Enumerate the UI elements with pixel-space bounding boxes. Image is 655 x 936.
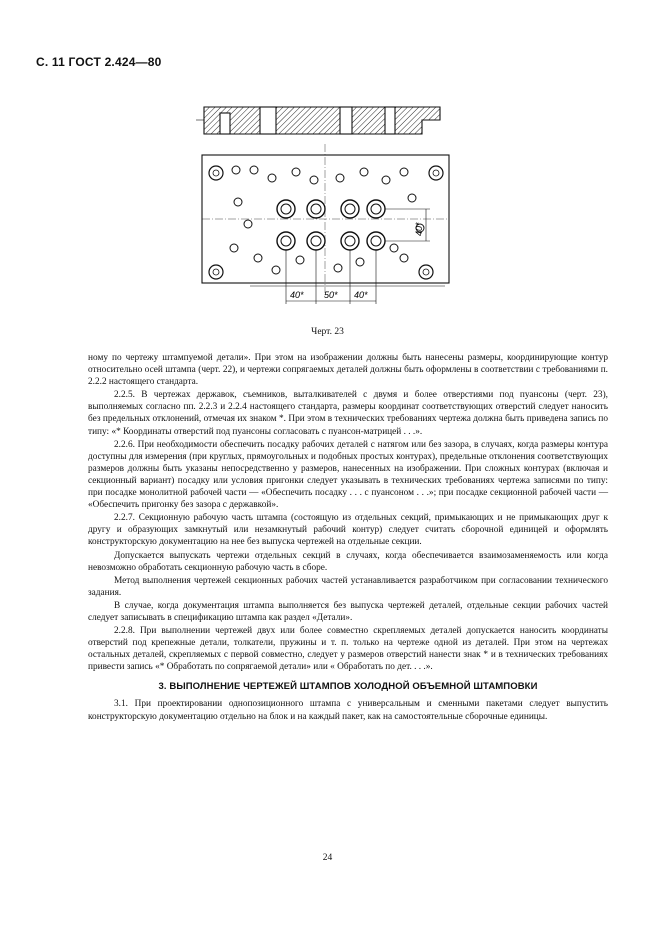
- dimension-label-right: 40*: [354, 290, 368, 300]
- section-view: [196, 107, 440, 134]
- paragraph: 2.2.8. При выполнении чертежей двух или более совместно скрепляемых деталей допускается наносить координаты отверстий под крепежные детали, толкатели, пружины и т. п. только на чертеже одной из деталей. При этом на чертежах остальных деталей, скрепляемых с первой совместно, следует у размеров отверстий нанести знак * и в технических требованиях привести запись «* Обработать по сопрягаемой детали» или « Обработать по дет. . . .».: [88, 626, 608, 673]
- dimension-label-middle: 50*: [324, 290, 338, 300]
- figure-caption: Черт. 23: [311, 327, 344, 337]
- dimension-label-vertical: 40*: [414, 222, 424, 236]
- body-text: [88, 352, 608, 724]
- page-header: С. 11 ГОСТ 2.424—80: [36, 55, 162, 69]
- section-heading: 3. ВЫПОЛНЕНИЕ ЧЕРТЕЖЕЙ ШТАМПОВ ХОЛОДНОЙ ОБЪЕМНОЙ ШТАМПОВКИ: [158, 681, 538, 693]
- plan-view: [202, 144, 449, 293]
- paragraph: Метод выполнения чертежей секционных рабочих частей устанавливается разработчиком при согласовании технического задания.: [88, 575, 608, 598]
- paragraph: 3.1. При проектировании однопозиционного штампа с универсальным и сменными пакетами следует выпустить конструкторскую документацию отдельно на блок и на каждый пакет, как на самостоятельные сборочные единицы.: [88, 699, 608, 722]
- paragraph: 2.2.7. Секционную рабочую часть штампа (состоящую из отдельных секций, примыкающих и не примыкающих друг к другу и образующих замкнутый или незамкнутый рабочий контур) следует считать сборочной единицей и оформлять конструкторскую документацию на нее без выпуска чертежей на отдельные секции.: [88, 513, 608, 548]
- paragraph: 2.2.5. В чертежах державок, съемников, выталкивателей с двумя и более отверстиями под пуансоны (черт. 23), выполняемых согласно пп. 2.2.3 и 2.2.4 настоящего стандарта, размеры координат соответствующих отверстий следует наносить без предельных отклонений, отмечая их знаком *. При этом в технических требованиях чертежа должна быть приведена запись по типу: «* Координаты отверстий под пуансоны согласовать с пуансон-матрицей . . .».: [88, 390, 608, 437]
- dimension-label-left: 40*: [290, 290, 304, 300]
- paragraph: ному по чертежу штампуемой детали». При этом на изображении должны быть нанесены размеры, координирующие контур относительно осей штампа (черт. 22), и чертежи сопрягаемых деталей должны быть оформлены в соответствии с требованиями п. 2.2.2 настоящего стандарта.: [88, 353, 608, 388]
- page-number: 24: [322, 853, 333, 863]
- paragraph: В случае, когда документация штампа выполняется без выпуска чертежей деталей, отдельные секции рабочих частей следует записывать в спецификацию штампа как раздел «Детали».: [88, 600, 608, 623]
- technical-drawing: [190, 98, 450, 320]
- drawing-figure: [190, 98, 450, 325]
- holes: [209, 166, 443, 279]
- paragraph: Допускается выпускать чертежи отдельных секций в случаях, когда обеспечивается взаимозаменяемость или когда невозможно обработать секционную рабочую часть в сборе.: [88, 550, 608, 573]
- paragraph: 2.2.6. При необходимости обеспечить посадку рабочих деталей с натягом или без зазора, в случаях, когда размеры контура доступны для измерения (при круглых, прямоугольных и подобных простых контурах), предельные отклонения соответствующих размеров должны быть указаны непосредственно у размеров, нанесенных на изображении. При сложных контурах (включая и секционный вариант) посадку или условия пригонки следует указывать в технических требованиях чертежа записями по типу: при посадке монолитной рабочей части — «Обеспечить посадку . . . с пуансоном . . .»; при посадке секционной рабочей части — «Обеспечить пригонку без зазора с державкой».: [88, 439, 608, 511]
